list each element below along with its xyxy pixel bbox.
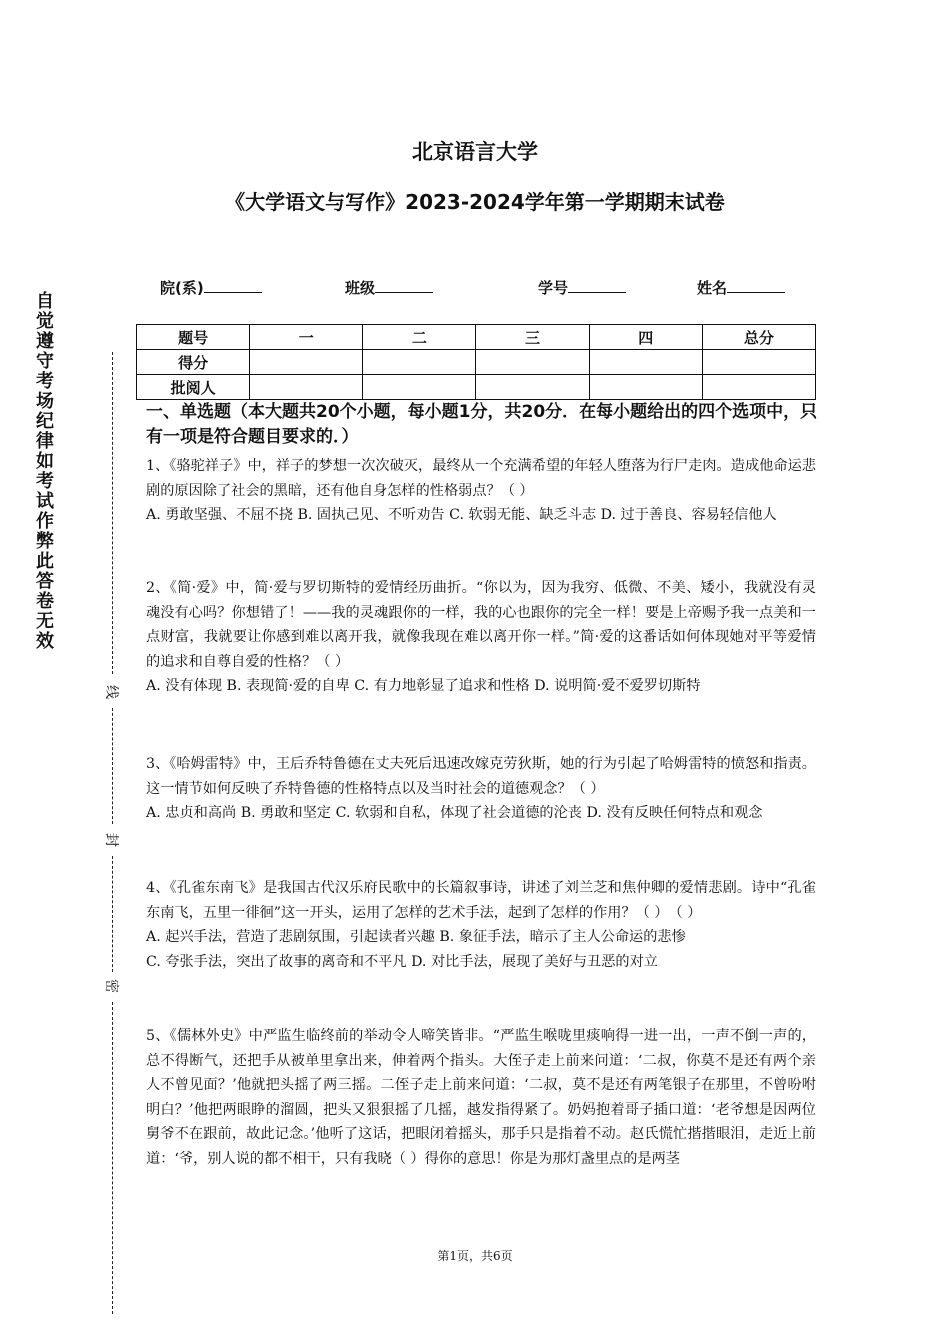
student-id-field[interactable] xyxy=(538,276,626,298)
seal-mark-line: 线 xyxy=(102,684,122,700)
seal-line-segment xyxy=(112,708,113,824)
question-stem: 3、《哈姆雷特》中，王后乔特鲁德在丈夫死后迅速改嫁克劳狄斯，她的行为引起了哈姆雷特的愤怒和指责。这一情节如何反映了乔特鲁德的性格特点以及当时社会的道德观念？（ ） xyxy=(146,756,816,797)
question-stem: 4、《孔雀东南飞》是我国古代汉乐府民歌中的长篇叙事诗，讲述了刘兰芝和焦仲卿的爱情悲剧。诗中“孔雀东南飞，五里一徘徊”这一开头，运用了怎样的艺术手法，起到了怎样的作用？（ ） （ ） xyxy=(146,880,816,921)
class-label: 班级 xyxy=(345,279,376,297)
table-header-cell: 三 xyxy=(476,325,589,350)
department-blank[interactable] xyxy=(204,276,262,293)
name-label: 姓名 xyxy=(697,279,728,297)
student-id-blank[interactable] xyxy=(568,276,626,293)
seal-line-segment xyxy=(112,856,113,972)
table-header-cell: 一 xyxy=(250,325,363,350)
class-field[interactable] xyxy=(345,276,433,298)
table-header-cell: 四 xyxy=(589,325,702,350)
question-2 xyxy=(146,576,816,699)
score-table-header xyxy=(137,325,816,350)
score-cell[interactable] xyxy=(702,350,815,375)
section-heading: 一、单选题（本大题共20个小题，每小题1分，共20分．在每小题给出的四个选项中，只有一项是符合题目要求的．） xyxy=(146,402,818,447)
question-options: A. 勇敢坚强、不屈不挠 B. 固执己见、不听劝告 C. 软弱无能、缺乏斗志 D. 过于善良、容易轻信他人 xyxy=(146,507,777,523)
table-header-cell: 题号 xyxy=(137,325,250,350)
department-field[interactable] xyxy=(160,276,262,298)
grader-cell[interactable] xyxy=(589,375,702,400)
page-footer: 第1页，共6页 xyxy=(437,1249,513,1263)
score-cell[interactable] xyxy=(476,350,589,375)
department-label: 院(系) xyxy=(160,279,204,297)
exam-discipline-notice: 自觉遵守考场纪律如考试作弊此答卷无效 xyxy=(36,291,54,652)
question-options: C. 夸张手法，突出了故事的离奇和不平凡 D. 对比手法，展现了美好与丑恶的对立 xyxy=(146,953,658,970)
score-cell[interactable] xyxy=(363,350,476,375)
question-stem: 5、《儒林外史》中严监生临终前的举动令人啼笑皆非。“严监生喉咙里痰响得一进一出，一声不倒一声的，总不得断气，还把手从被单里拿出来，伸着两个指头。大侄子走上前来问道：‘二叔，你莫不是还有两个亲人不曾见面？’他就把头摇了两三摇。二侄子走上前来问道：‘二叔，莫不是还有两笔银子在那里，不曾吩咐明白？’他把两眼睁的溜圆，把头又狠狠摇了几摇，越发指得紧了。奶妈抱着哥子插口道：‘老爷想是因两位舅爷不在跟前，故此记念。’他听了这话，把眼闭着摇头，那手只是指着不动。赵氏慌忙揩揩眼泪，走近上前道：‘爷，别人说的都不相干，只有我晓（ ）得你的意思！你是为那灯盏里点的是两茎 xyxy=(146,1028,816,1167)
score-cell[interactable] xyxy=(589,350,702,375)
question-3 xyxy=(146,752,816,826)
university-title: 北京语言大学 xyxy=(412,140,538,164)
seal-line-segment xyxy=(112,1002,113,1314)
name-field[interactable] xyxy=(697,276,785,298)
grader-cell[interactable] xyxy=(702,375,815,400)
score-table xyxy=(136,324,816,400)
grader-row-label: 批阅人 xyxy=(137,375,250,400)
name-blank[interactable] xyxy=(727,276,785,293)
grader-cell[interactable] xyxy=(363,375,476,400)
question-stem: 2、《简·爱》中，简·爱与罗切斯特的爱情经历曲折。“你以为，因为我穷、低微、不美、矮小，我就没有灵魂没有心吗？你想错了！——我的灵魂跟你的一样，我的心也跟你的完全一样！要是上帝赐予我一点美和一点财富，我就要让你感到难以离开我，就像我现在难以离开你一样。”简·爱的这番话如何体现她对平等爱情的追求和自尊自爱的性格？（ ） xyxy=(146,580,816,670)
score-cell[interactable] xyxy=(250,350,363,375)
question-options: A. 起兴手法，营造了悲剧氛围，引起读者兴趣 B. 象征手法，暗示了主人公命运的悲惨 xyxy=(146,929,686,945)
grader-row xyxy=(137,375,816,400)
table-header-cell: 总分 xyxy=(702,325,815,350)
score-row-label: 得分 xyxy=(137,350,250,375)
question-1 xyxy=(146,454,816,528)
question-options: A. 忠贞和高尚 B. 勇敢和坚定 C. 软弱和自私，体现了社会道德的沦丧 D. 没有反映任何特点和观念 xyxy=(146,805,763,821)
grader-cell[interactable] xyxy=(476,375,589,400)
student-id-label: 学号 xyxy=(538,279,569,297)
table-header-cell: 二 xyxy=(363,325,476,350)
question-5 xyxy=(146,1024,816,1171)
score-row xyxy=(137,350,816,375)
grader-cell[interactable] xyxy=(250,375,363,400)
seal-line-segment xyxy=(112,352,113,674)
question-4 xyxy=(146,876,816,974)
exam-title: 《大学语文与写作》2023-2024学年第一学期期末试卷 xyxy=(225,190,725,214)
class-blank[interactable] xyxy=(375,276,433,293)
question-stem: 1、《骆驼祥子》中，祥子的梦想一次次破灭，最终从一个充满希望的年轻人堕落为行尸走肉。造成他命运悲剧的原因除了社会的黑暗，还有他自身怎样的性格弱点？（ ） xyxy=(146,458,816,499)
student-info-row xyxy=(0,276,950,298)
seal-mark-seal: 封 xyxy=(102,832,122,848)
question-options: A. 没有体现 B. 表现简·爱的自卑 C. 有力地彰显了追求和性格 D. 说明简·爱不爱罗切斯特 xyxy=(146,678,701,694)
seal-mark-secret: 密 xyxy=(102,978,122,994)
